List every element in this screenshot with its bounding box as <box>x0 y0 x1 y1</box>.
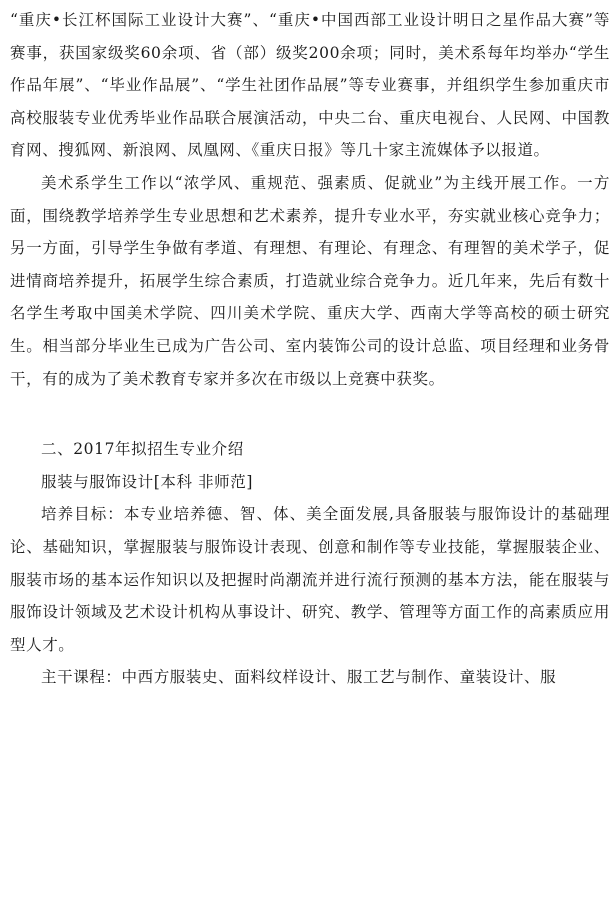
paragraph-main-courses: 主干课程：中西方服装史、面料纹样设计、服工艺与制作、童装设计、服 <box>41 668 557 687</box>
paragraph-student-work: 美术系学生工作以“浓学风、重规范、强素质、促就业”为主线开展工作。一方面，围绕教学培养学生专业思想和艺术素养，提升专业水平，夯实就业核心竞争力；另一方面，引导学生争做有孝道、有理想、有理论、有理念、有理智的美术学子，促进情商培养提升，拓展学生综合素质，打造就业综合竞争力。近几年来，先后有数十名学生考取中国美术学院、四川美术学院、重庆大学、西南大学等高校的硕士研究生。相当部分毕业生已成为广告公司、室内装饰公司的设计总监、项目经理和业务骨干，有的成为了美术教育专家并多次在市级以上竞赛中获奖。 <box>10 173 610 388</box>
section-heading: 二、2017年拟招生专业介绍 <box>41 440 244 459</box>
paragraph-training-goal: 培养目标：本专业培养德、智、体、美全面发展,具备服装与服饰设计的基础理论、基础知识，掌握服装与服饰设计表现、创意和制作等专业技能，掌握服装企业、服装市场的基本运作知识以及把握时尚潮流并进行流行预测的基本方法，能在服装与服饰设计领域及艺术设计机构从事设计、研究、教学、管理等方面工作的高素质应用型人才。 <box>10 505 610 654</box>
paragraph-awards-and-exhibitions: “重庆•长江杯国际工业设计大赛”、“重庆•中国西部工业设计明日之星作品大赛”等赛事，获国家级奖60余项、省（部）级奖200余项；同时，美术系每年均举办“学生作品年展”、“毕业作品展”、“学生社团作品展”等专业赛事，并组织学生参加重庆市高校服装专业优秀毕业作品联合展演活动，中央二台、重庆电视台、人民网、中国教育网、搜狐网、新浪网、凤凰网、《重庆日报》等几十家主流媒体予以报道。 <box>10 11 610 160</box>
section-spacer <box>10 395 610 433</box>
major-title: 服装与服饰设计[本科 非师范] <box>41 472 254 491</box>
